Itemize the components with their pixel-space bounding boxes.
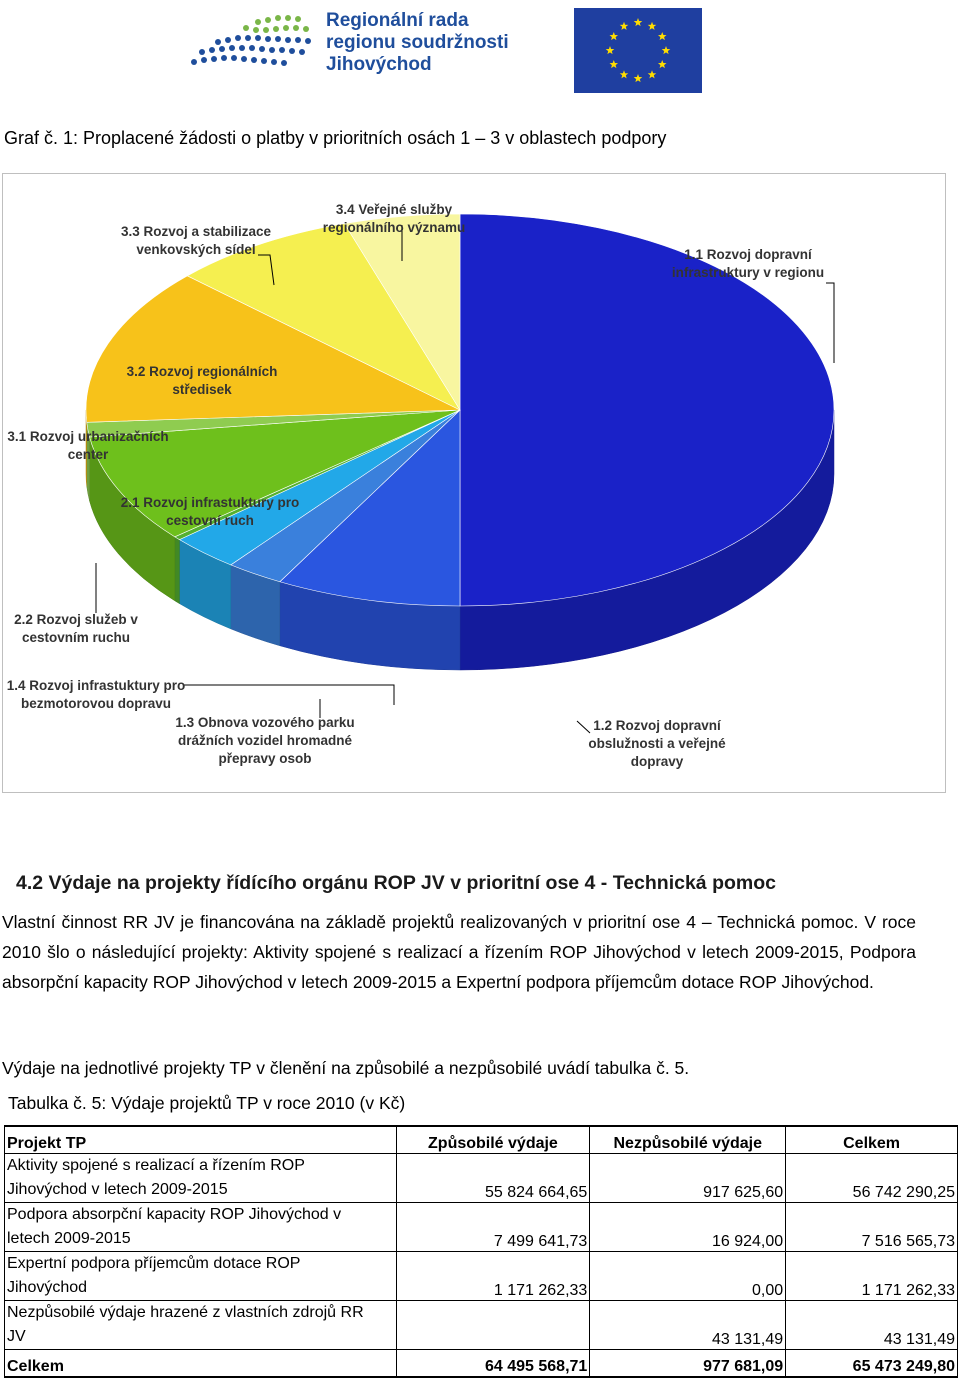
section-heading: 4.2 Výdaje na projekty řídícího orgánu ROP JV v prioritní ose 4 - Technická pomoc bbox=[16, 872, 776, 894]
total-ineligible: 977 681,09 bbox=[590, 1350, 786, 1378]
row-eligible: 1 171 262,33 bbox=[396, 1252, 590, 1301]
logo-swoosh-icon bbox=[188, 8, 328, 94]
row-name: Podpora absorpční kapacity ROP Jihovýchod v letech 2009-2015 bbox=[5, 1203, 397, 1252]
row-eligible: 7 499 641,73 bbox=[396, 1203, 590, 1252]
table-header-row bbox=[5, 1126, 958, 1154]
table-row bbox=[5, 1203, 958, 1252]
row-ineligible: 43 131,49 bbox=[590, 1301, 786, 1350]
table-row bbox=[5, 1154, 958, 1203]
slice-5-side bbox=[175, 537, 180, 604]
label-1-2: 1.2 Rozvoj dopravní obslužnosti a veřejné dopravy bbox=[588, 718, 726, 769]
total-label: Celkem bbox=[5, 1350, 397, 1378]
header-project: Projekt TP bbox=[5, 1126, 397, 1154]
row-eligible bbox=[396, 1301, 590, 1350]
label-1-1: 1.1 Rozvoj dopravní infrastruktury v regionu bbox=[671, 247, 825, 280]
logo-line-1: Regionální rada bbox=[326, 10, 469, 31]
total-total: 65 473 249,80 bbox=[786, 1350, 958, 1378]
table-total-row bbox=[5, 1350, 958, 1378]
figure-caption: Graf č. 1: Proplacené žádosti o platby v prioritních osách 1 – 3 v oblastech podpory bbox=[4, 128, 667, 148]
eu-flag-icon bbox=[574, 8, 702, 93]
header-total: Celkem bbox=[786, 1126, 958, 1154]
section-paragraph-1: Vlastní činnost RR JV je financována na základě projektů realizovaných v prioritní ose 4 – Technická pomoc. V roce 2010 šlo o následující projekty: Aktivity spojené s realizací a řízením ROP Jihovýchod v letech 2009-2015, Podpora absorpční kapacity ROP Jihovýchod v letech 2009-2015 a Expertní podpora příjemcům dotace ROP Jihovýchod. bbox=[2, 912, 916, 992]
pie-chart bbox=[2, 173, 946, 793]
row-total: 1 171 262,33 bbox=[786, 1252, 958, 1301]
row-total: 56 742 290,25 bbox=[786, 1154, 958, 1203]
section-paragraph-2: Výdaje na jednotlivé projekty TP v členění na způsobilé a nezpůsobilé uvádí tabulka č. 5. bbox=[2, 1058, 690, 1078]
row-eligible: 55 824 664,65 bbox=[396, 1154, 590, 1203]
label-1-4: 1.4 Rozvoj infrastuktury pro bezmotorovou dopravu bbox=[6, 678, 186, 711]
logo-line-2: regionu soudržnosti bbox=[326, 32, 509, 53]
row-name: Aktivity spojené s realizací a řízením ROP Jihovýchod v letech 2009-2015 bbox=[5, 1154, 397, 1203]
table-row bbox=[5, 1252, 958, 1301]
row-total: 7 516 565,73 bbox=[786, 1203, 958, 1252]
logo-text bbox=[326, 10, 509, 76]
label-3-3: 3.3 Rozvoj a stabilizace venkovských sídel bbox=[120, 224, 272, 257]
expenses-table bbox=[4, 1125, 958, 1378]
logo-line-3: Jihovýchod bbox=[326, 54, 432, 75]
regional-council-logo bbox=[188, 8, 518, 94]
row-name: Nezpůsobilé výdaje hrazené z vlastních zdrojů RR JV bbox=[5, 1301, 397, 1350]
label-1-3: 1.3 Obnova vozového parku drážních vozidel hromadné přepravy osob bbox=[175, 715, 355, 766]
row-total: 43 131,49 bbox=[786, 1301, 958, 1350]
row-name: Expertní podpora příjemcům dotace ROP Jihovýchod bbox=[5, 1252, 397, 1301]
row-ineligible: 917 625,60 bbox=[590, 1154, 786, 1203]
header-ineligible: Nezpůsobilé výdaje bbox=[590, 1126, 786, 1154]
label-3-1: 3.1 Rozvoj urbanizačních center bbox=[7, 429, 169, 462]
row-ineligible: 16 924,00 bbox=[590, 1203, 786, 1252]
table-caption: Tabulka č. 5: Výdaje projektů TP v roce 2010 (v Kč) bbox=[8, 1093, 406, 1113]
row-ineligible: 0,00 bbox=[590, 1252, 786, 1301]
label-3-4: 3.4 Veřejné služby regionálního významu bbox=[322, 202, 466, 235]
label-2-1: 2.1 Rozvoj infrastuktury pro cestovní ruch bbox=[120, 495, 300, 528]
table-row bbox=[5, 1301, 958, 1350]
label-3-2: 3.2 Rozvoj regionálních středisek bbox=[126, 364, 278, 397]
header-eligible: Způsobilé výdaje bbox=[396, 1126, 590, 1154]
total-eligible: 64 495 568,71 bbox=[396, 1350, 590, 1378]
label-2-2: 2.2 Rozvoj služeb v cestovním ruchu bbox=[14, 612, 138, 645]
